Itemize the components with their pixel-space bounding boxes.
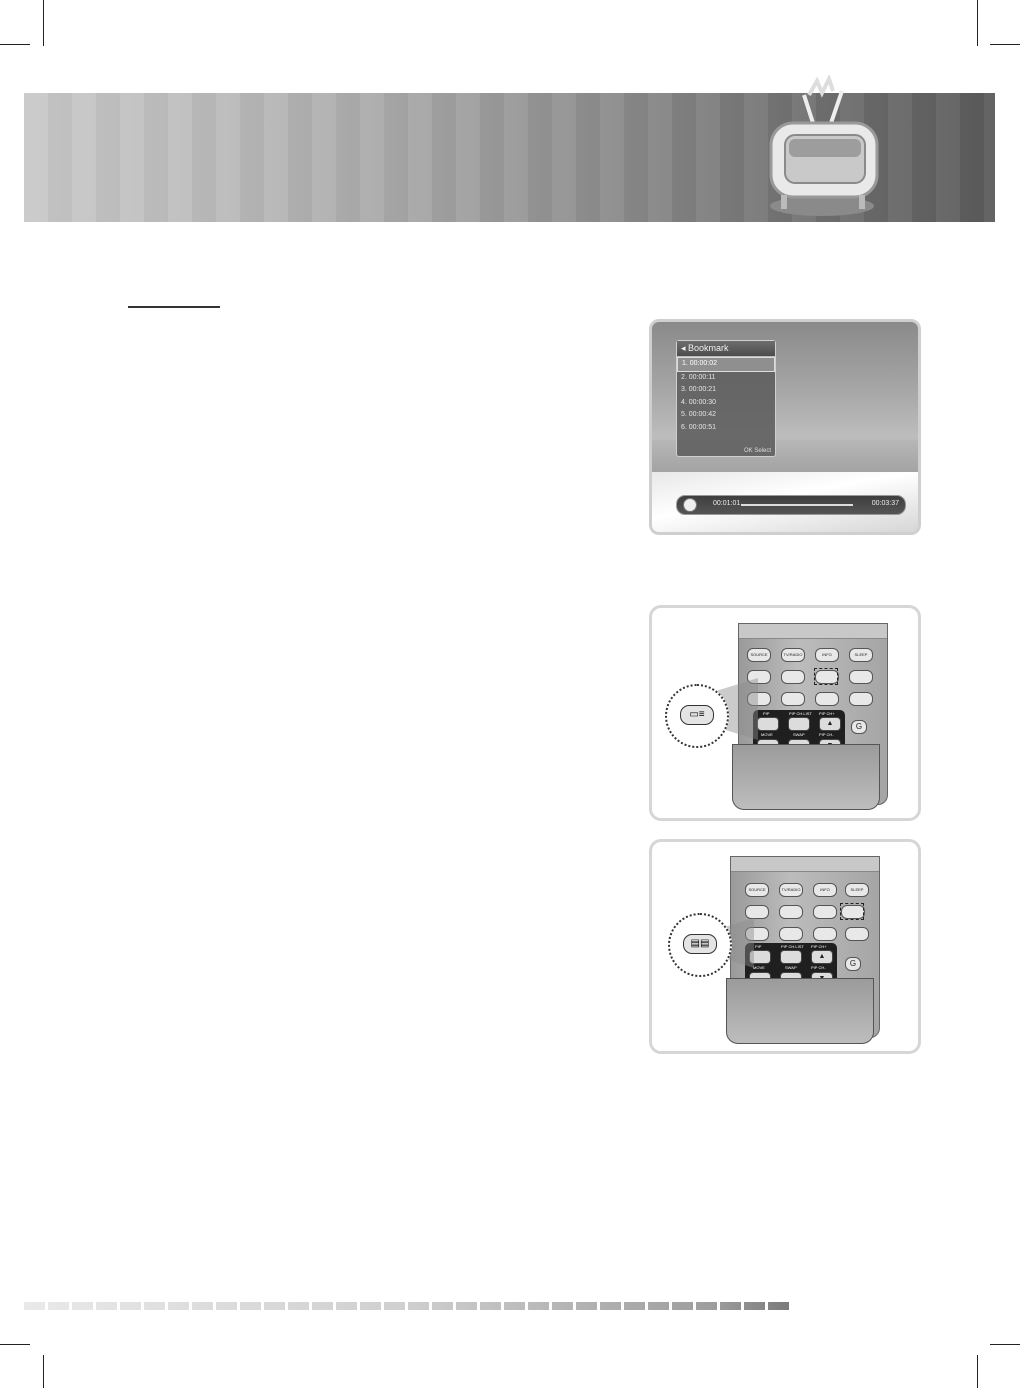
bookmark-item[interactable]: 5. 00:00:42	[681, 411, 717, 418]
pip-label: PIP CH.LIST	[781, 944, 804, 949]
tv-icon	[759, 75, 889, 225]
highlight-box	[840, 903, 864, 920]
remote-figure-2	[649, 839, 921, 1054]
pip-label: PIP	[763, 711, 770, 716]
highlight-box	[814, 668, 838, 685]
remote-button: TV/RADIO	[781, 648, 805, 662]
crop-mark	[0, 44, 30, 45]
remote-button: SLEEP	[849, 648, 873, 662]
crop-mark	[977, 1355, 978, 1388]
crop-mark	[990, 44, 1020, 45]
g-button: G	[845, 957, 861, 971]
pip-label: PIP CH+	[819, 711, 835, 716]
remote-button	[813, 905, 837, 919]
crop-mark	[977, 0, 978, 46]
header-banner	[24, 93, 995, 222]
playback-progress-bar	[676, 495, 906, 515]
remote-holder	[726, 978, 874, 1044]
section-heading-underline	[128, 306, 220, 308]
remote-button	[779, 927, 803, 941]
pip-ch-up-button: ▲	[819, 717, 841, 731]
remote-holder	[732, 744, 880, 810]
total-time: 00:03:37	[871, 500, 899, 507]
pip-label: SWAP	[793, 732, 805, 737]
remote-button	[845, 927, 869, 941]
crop-mark	[43, 1355, 44, 1388]
remote-button: TV/RADIO	[779, 883, 803, 897]
bookmark-list-button-icon: ▤▤	[683, 934, 717, 954]
button-callout	[668, 913, 732, 977]
pip-chlist-button	[780, 950, 802, 964]
remote-figure-1	[649, 605, 921, 821]
progress-track	[741, 504, 853, 506]
remote-button	[781, 692, 805, 706]
remote-button	[815, 692, 839, 706]
remote-button: INFO	[813, 883, 837, 897]
remote-button: INFO	[815, 648, 839, 662]
button-callout	[665, 684, 729, 748]
remote-top-edge	[739, 624, 887, 639]
crop-mark	[43, 0, 44, 46]
bookmark-item[interactable]: 4. 00:00:30	[681, 398, 717, 406]
bookmark-item[interactable]: 2. 00:00:11	[681, 373, 716, 381]
elapsed-time: 00:01:01	[713, 500, 741, 507]
bookmark-title-text: Bookmark	[688, 343, 729, 353]
pip-label: PIP CH.LIST	[789, 711, 812, 716]
g-button: G	[851, 720, 867, 734]
pip-label: SWAP	[785, 965, 797, 970]
remote-button	[779, 905, 803, 919]
bookmark-panel	[676, 340, 776, 457]
remote-button	[781, 670, 805, 684]
remote-button	[849, 670, 873, 684]
pip-label: PIP	[755, 944, 762, 949]
remote-button: SOURCE	[745, 883, 769, 897]
pip-ch-up-button: ▲	[811, 950, 833, 964]
bookmark-item[interactable]: 1. 00:00:02	[677, 357, 775, 372]
remote-button	[813, 927, 837, 941]
remote-button: SOURCE	[747, 648, 771, 662]
remote-button	[745, 905, 769, 919]
remote-top-edge	[731, 857, 879, 872]
pip-chlist-button	[788, 717, 810, 731]
pip-label: MOVE	[753, 965, 765, 970]
pip-label: PIP CH-	[811, 965, 826, 970]
pip-label: MOVE	[761, 732, 773, 737]
screenshot-bookmark-list	[649, 319, 921, 535]
play-icon	[683, 498, 697, 512]
pip-button	[757, 717, 779, 731]
bookmark-button-icon: ▭≡	[680, 705, 714, 725]
bookmark-item[interactable]: 6. 00:00:51	[681, 423, 717, 431]
pip-label: PIP CH+	[811, 944, 827, 949]
bookmark-item[interactable]: 3. 00:00:21	[681, 386, 717, 393]
pip-label: PIP CH-	[819, 732, 834, 737]
remote-button	[849, 692, 873, 706]
bookmark-footer-hint: OK Select	[743, 448, 771, 454]
crop-mark	[0, 1344, 30, 1345]
crop-mark	[990, 1344, 1020, 1345]
footer-gradient-bar	[24, 1302, 790, 1310]
bookmark-panel-title: ◂ Bookmark	[677, 341, 775, 357]
remote-button: SLEEP	[845, 883, 869, 897]
